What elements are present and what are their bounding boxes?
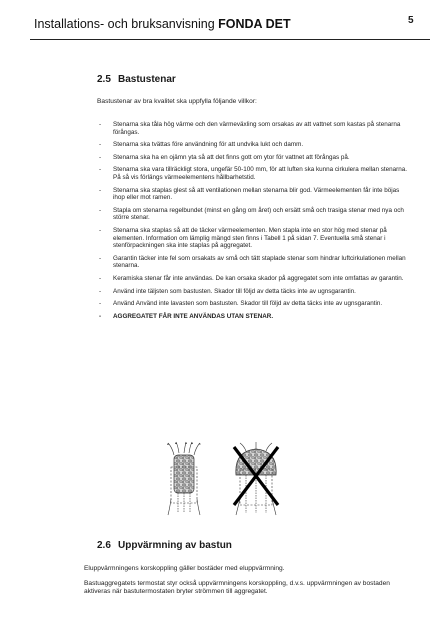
section-title: Uppvärmning av bastun [118, 540, 232, 551]
list-item: - Garantin täcker inte fel som orsakats av små och tätt staplade stenar som hindrar luftcirkulationen mellan stenarna. [97, 255, 407, 270]
section-number: 2.5 [97, 74, 111, 85]
list-item: - Stenarna ska tåla hög värme och den värmeväxling som orsakas av att vattnet som kastas på stenarna förångas. [97, 121, 407, 136]
stone-requirements-list [97, 121, 407, 325]
section-number: 2.6 [97, 540, 111, 551]
list-item: - Stenarna ska ha en ojämn yta så att det finns gott om ytor för vattnet att förångas på. [97, 154, 407, 162]
list-item-warning: - AGGREGATET FÅR INTE ANVÄNDAS UTAN STENAR. [97, 313, 407, 321]
stone-stacking-illustration [164, 441, 284, 517]
document-title [34, 17, 291, 31]
incorrect-stacking-figure [234, 442, 278, 515]
correct-stacking-figure [167, 442, 201, 515]
heating-paragraph-1: Eluppvärmningens korskoppling gäller bostäder med eluppvärmning. [84, 565, 285, 572]
section-title: Bastustenar [118, 74, 176, 85]
list-item: - Stenarna ska tvättas före användning för att undvika lukt och damm. [97, 141, 407, 149]
document-title-brand: FONDA DET [218, 17, 291, 31]
document-title-prefix: Installations- och bruksanvisning [34, 17, 215, 31]
heating-paragraph-2: Bastuaggregatets termostat styr också uppvärmningens korskoppling, d.v.s. uppvärmningen av bostaden aktiveras när bastutermostaten bryter strömmen till aggregatet. [84, 580, 390, 596]
section-heading-uppvarmning [97, 540, 232, 551]
list-item: - Keramiska stenar får inte användas. De kan orsaka skador på aggregatet som inte omfattas av garantin. [97, 275, 407, 283]
section-intro: Bastustenar av bra kvalitet ska uppfylla följande villkor: [97, 98, 257, 105]
list-item: - Stenarna ska vara tillräckligt stora, ungefär 50-100 mm, för att luften ska kunna cirkulera mellan stenarna. På så vis förlängs värmeelementens hållbarhetstid. [97, 166, 407, 181]
page-number: 5 [408, 15, 414, 26]
list-item: - Använd inte täljsten som bastusten. Skador till följd av detta täcks inte av ugnsgarantin. [97, 288, 407, 296]
page-header [0, 0, 446, 42]
header-divider [30, 39, 430, 40]
list-item: - Använd Använd inte lavasten som bastusten. Skador till följd av detta täcks inte av ugnsgarantin. [97, 300, 407, 308]
list-item: - Stapla om stenarna regelbundet (minst en gång om året) och ersätt små och trasiga stenar med nya och större stenar. [97, 207, 407, 222]
section-heading-bastustenar [97, 74, 176, 85]
list-item: - Stenarna ska staplas så att de täcker värmeelementen. Men stapla inte en stor hög med stenar på elementen. Information om lämplig mängd sten finns i Tabell 1 på sidan 7. Eventuella små stenar i stenförpackningen ska inte staplas på aggregatet. [97, 227, 407, 250]
list-item: - Stenarna ska staplas glest så att ventilationen mellan stenarna blir god. Värmeelementen får inte böjas ihop eller mot ramen. [97, 187, 407, 202]
